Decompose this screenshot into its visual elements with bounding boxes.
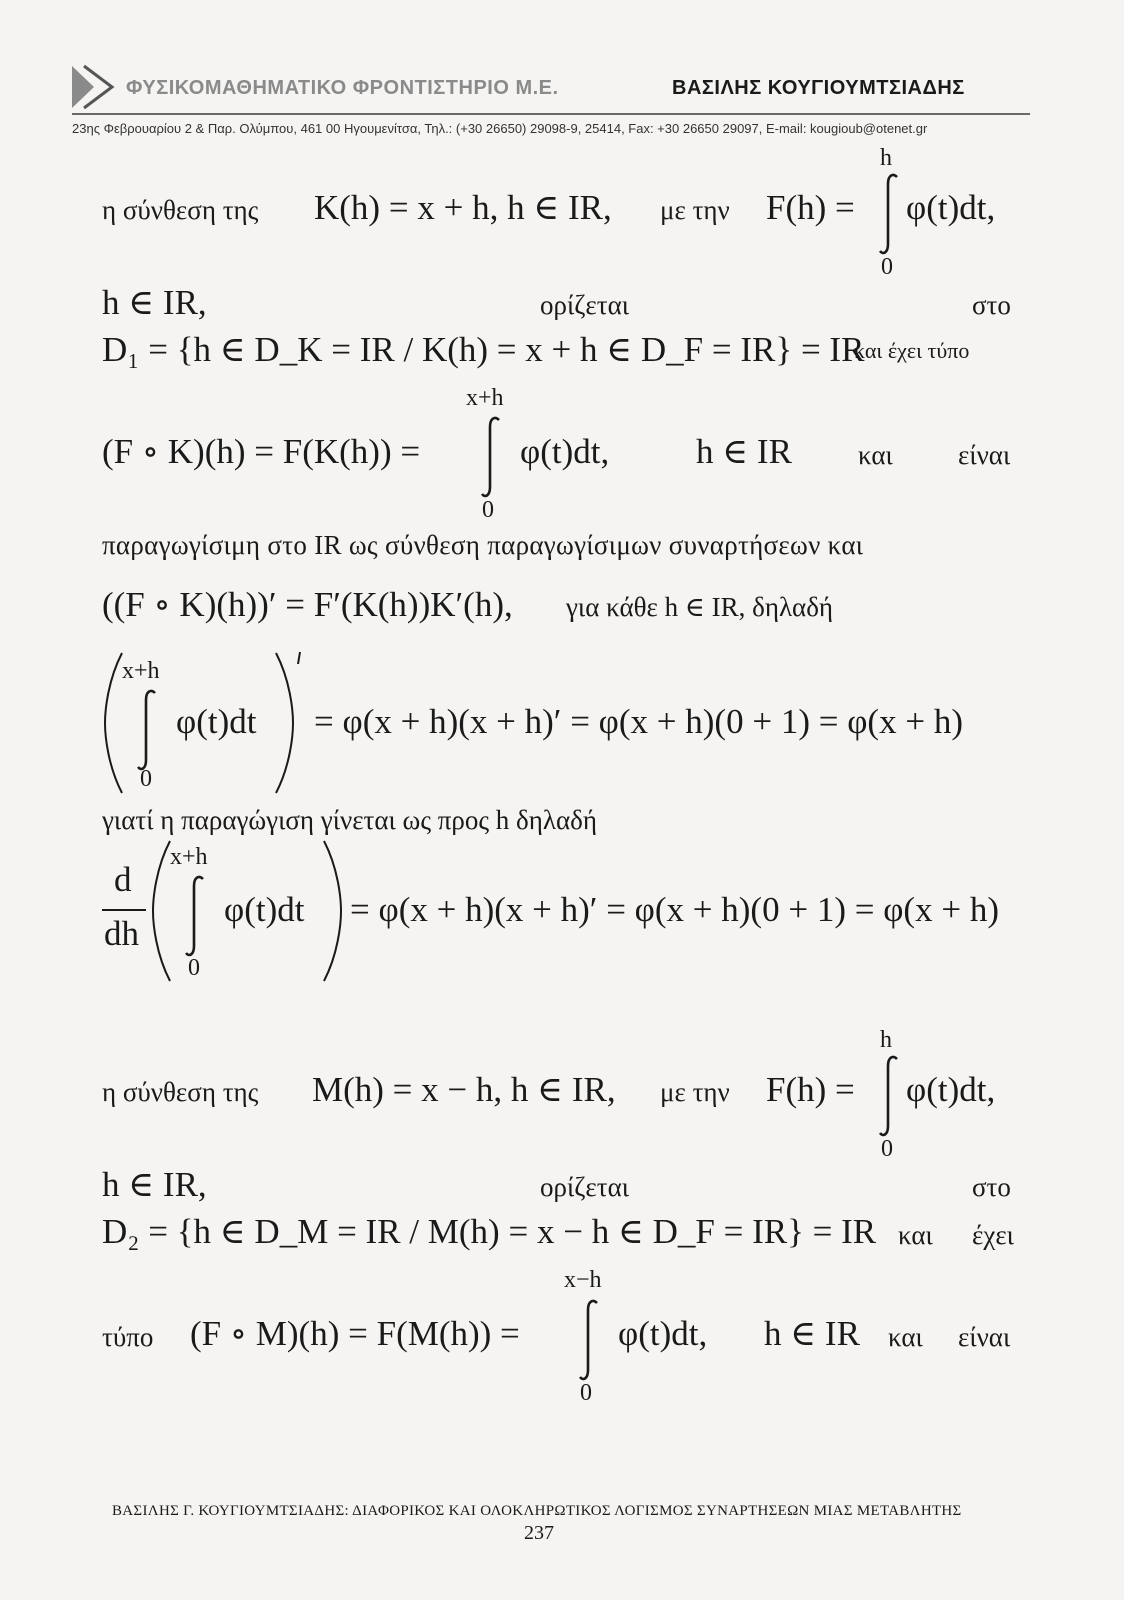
f-lhs: F(h) = <box>766 188 855 227</box>
comp-lower-limit-2: 0 <box>580 1380 592 1406</box>
with-text: με την <box>660 195 730 225</box>
contact-info: 23ης Φεβρουαρίου 2 & Παρ. Ολύμπου, 461 00 Ηγουμενίτσα, Τηλ.: (+30 26650) 29098-9, 25414, Fax: +30 26650 29097, E-mail: kougioub@otenet.gr <box>72 121 928 136</box>
deriv-integral-sign <box>134 688 160 772</box>
kai-text: και <box>858 440 893 470</box>
differentiable-text: παραγωγίσιμη στο IR ως σύνθεση παραγωγίσιμων συναρτήσεων και <box>102 530 864 560</box>
comp-h-domain: h ∈ IR <box>696 432 792 471</box>
comp-integrand: φ(t)dt, <box>520 432 610 471</box>
comp-upper-limit: x+h <box>466 385 504 411</box>
integral-upper-limit: h <box>880 145 892 171</box>
sto-text-2: στο <box>972 1172 1011 1202</box>
domain-tail-text: και έχει τύπο <box>854 338 970 363</box>
comp-integral-sign <box>478 415 504 499</box>
h-in-r: h ∈ IR, <box>102 283 207 322</box>
dd-upper-limit: x+h <box>170 844 208 870</box>
kai-text-2b: και <box>888 1322 923 1352</box>
header-divider <box>72 113 1030 115</box>
typo-text: τύπο <box>102 1322 154 1352</box>
author-name: ΒΑΣΙΛΗΣ ΚΟΥΓΙΟΥΜΤΣΙΑΔΗΣ <box>672 77 965 99</box>
dd-denominator: dh <box>104 914 139 953</box>
composition-lhs: (F ∘ K)(h) = F(K(h)) = <box>102 432 421 471</box>
comp-integral-sign-2 <box>576 1298 602 1382</box>
fraction-bar <box>102 909 146 911</box>
book-title: ΒΑΣΙΛΗΣ Γ. ΚΟΥΓΙΟΥΜΤΣΙΑΔΗΣ: ΔΙΑΦΟΡΙΚΟΣ ΚΑΙ ΟΛΟΚΛΗΡΩΤΙΚΟΣ ΛΟΓΙΣΜΟΣ ΣΥΝΑΡΤΗΣΕΩΝ ΜΙΑΣ ΜΕΤΑΒΛΗΤΗΣ <box>112 1503 962 1519</box>
sto-text: στο <box>972 290 1011 320</box>
integral-lower-limit: 0 <box>881 254 893 280</box>
chain-tail-text: για κάθε h ∈ IR, δηλαδή <box>566 592 834 622</box>
domain-definition-2: D₂ = {h ∈ D_M = IR / M(h) = x − h ∈ D_F = IR} = IR <box>102 1212 877 1251</box>
because-text: γιατί η παραγώγιση γίνεται ως προς h δηλαδή <box>102 805 597 835</box>
institute-name: ΦΥΣΙΚΟΜΑΘΗΜΑΤΙΚΟ ΦΡΟΝΤΙΣΤΗΡΙΟ Μ.Ε. <box>126 77 559 99</box>
dd-integrand: φ(t)dt <box>224 890 305 929</box>
integrand-2: φ(t)dt, <box>906 1070 996 1109</box>
h-in-r-2: h ∈ IR, <box>102 1165 207 1204</box>
deriv-upper-limit: x+h <box>122 658 160 684</box>
right-big-paren <box>272 650 306 796</box>
chevron-logo-icon <box>72 64 118 110</box>
kai-text-2a: και <box>898 1220 933 1250</box>
exei-text: έχει <box>972 1220 1014 1250</box>
dd-integral-sign <box>182 874 208 958</box>
integral-sign-2 <box>876 1054 902 1138</box>
m-definition: M(h) = x − h, h ∈ IR, <box>312 1070 616 1109</box>
intro-text-2: η σύνθεση της <box>102 1077 259 1107</box>
defined-text: ορίζεται <box>540 290 630 320</box>
einai-text: είναι <box>958 440 1011 470</box>
intro-text: η σύνθεση της <box>102 195 259 225</box>
deriv-lower-limit: 0 <box>140 766 152 792</box>
deriv-integrand: φ(t)dt <box>176 702 257 741</box>
einai-text-2: είναι <box>958 1322 1011 1352</box>
chain-rule: ((F ∘ K)(h))′ = F′(K(h))K′(h), <box>102 585 513 624</box>
integral-sign <box>876 172 902 256</box>
dd-numerator: d <box>114 860 132 899</box>
deriv-result: = φ(x + h)(x + h)′ = φ(x + h)(0 + 1) = φ(x + h) <box>314 702 963 741</box>
dd-result: = φ(x + h)(x + h)′ = φ(x + h)(0 + 1) = φ(x + h) <box>350 890 999 929</box>
integral-upper-limit-2: h <box>880 1027 892 1053</box>
comp-upper-limit-2: x−h <box>564 1267 602 1293</box>
comp-integrand-2: φ(t)dt, <box>618 1314 708 1353</box>
dd-right-paren <box>320 838 346 984</box>
composition-lhs-2: (F ∘ M)(h) = F(M(h)) = <box>190 1314 520 1353</box>
dd-lower-limit: 0 <box>188 955 200 981</box>
k-definition: K(h) = x + h, h ∈ IR, <box>314 188 612 227</box>
comp-h-domain-2: h ∈ IR <box>764 1314 860 1353</box>
comp-lower-limit: 0 <box>482 497 494 523</box>
integrand: φ(t)dt, <box>906 188 996 227</box>
defined-text-2: ορίζεται <box>540 1172 630 1202</box>
domain-definition: D₁ = {h ∈ D_K = IR / K(h) = x + h ∈ D_F = IR} = IR <box>102 330 865 369</box>
f-lhs-2: F(h) = <box>766 1070 855 1109</box>
integral-lower-limit-2: 0 <box>881 1136 893 1162</box>
with-text-2: με την <box>660 1077 730 1107</box>
page-number: 237 <box>524 1522 554 1544</box>
